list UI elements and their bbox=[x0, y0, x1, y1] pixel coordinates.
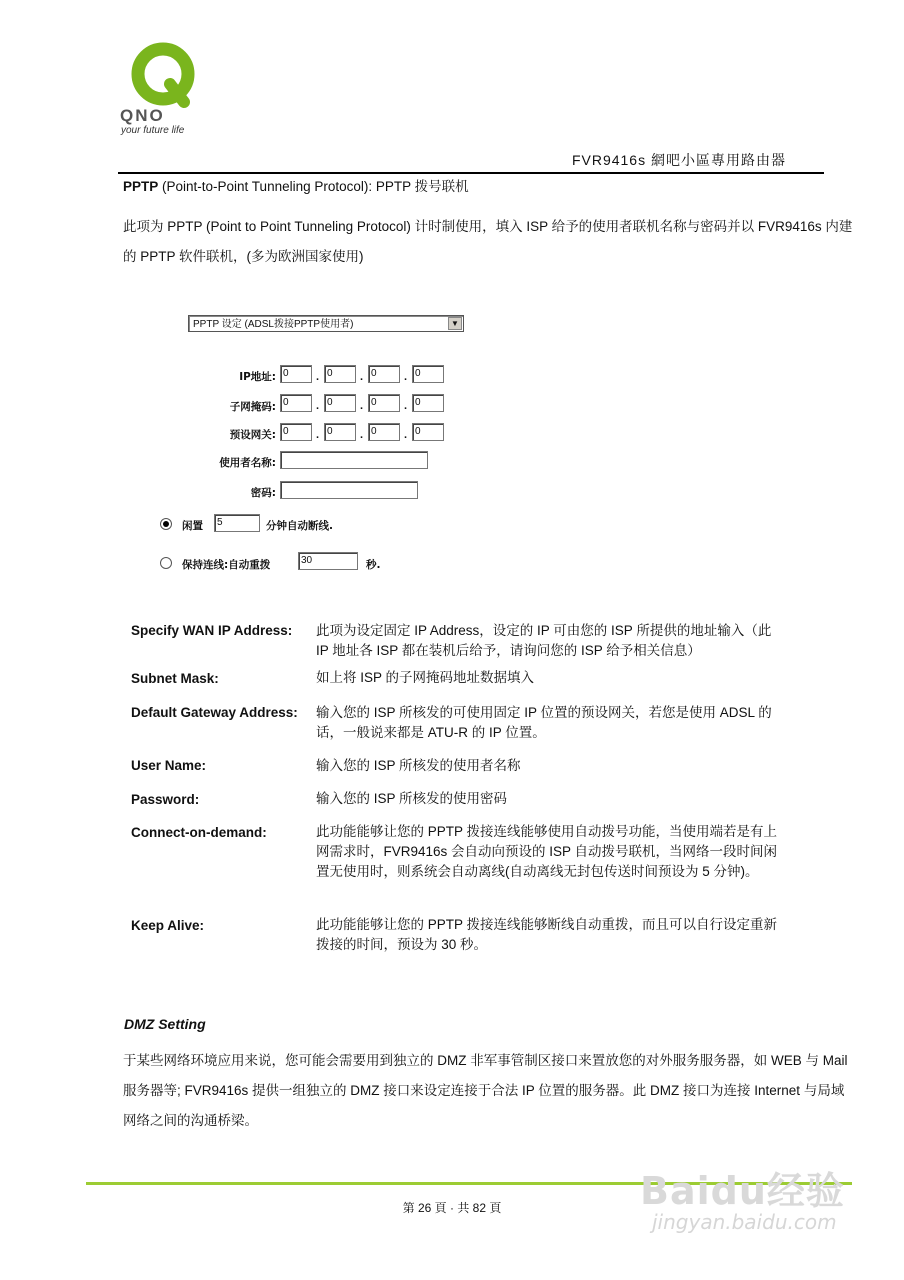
idle-minutes-input[interactable]: 5 bbox=[214, 514, 260, 532]
dot-separator: . bbox=[360, 400, 364, 412]
term-password: Password: bbox=[131, 792, 200, 807]
pptp-intro: 此项为 PPTP (Point to Point Tunneling Protocol) 计时制使用，填入 ISP 给予的使用者联机名称与密码并以 FVR9416s 内建的 PPTP 软件联机，(多为欧洲国家使用) bbox=[123, 219, 853, 264]
logo-tagline: your future life bbox=[121, 125, 185, 136]
pptp-heading-bold: PPTP bbox=[123, 179, 159, 194]
connect-on-demand-radio[interactable] bbox=[160, 518, 172, 530]
ip-octet-1[interactable]: 0 bbox=[280, 365, 312, 383]
idle-suffix: 分钟自动断线. bbox=[266, 520, 333, 532]
desc-connect-on-demand: 此功能能够让您的 PPTP 拨接连线能够使用自动拨号功能，当使用端若是有上网需求时，FVR9416s 会自动向预设的 ISP 自动拨号联机，当网络一段时间闲置无使用时，则系统会自动离线(自动离线无封包传送时间预设为 5 分钟)。 bbox=[316, 824, 778, 879]
dot-separator: . bbox=[404, 371, 408, 383]
keep-alive-seconds-input[interactable]: 30 bbox=[298, 552, 358, 570]
pptp-heading bbox=[123, 176, 469, 198]
idle-label: 闲置 bbox=[182, 520, 203, 532]
desc-subnet-mask: 如上将 ISP 的子网掩码地址数据填入 bbox=[316, 670, 535, 685]
logo-text: QNO bbox=[120, 106, 165, 125]
keep-alive-label: 保持连线:自动重拨 bbox=[182, 559, 271, 571]
baidu-watermark-logo: Baidu经验 bbox=[640, 1169, 845, 1213]
mask-octet-3[interactable]: 0 bbox=[368, 394, 400, 412]
dmz-body: 于某些网络环境应用来说，您可能会需要用到独立的 DMZ 非军事管制区接口来置放您的对外服务服务器，如 WEB 与 Mail 服务器等; FVR9416s 提供一组独立的 DMZ 接口来设定连接于合法 IP 位置的服务器。此 DMZ 接口为连接 Internet 与局域网络之间的沟通桥梁。 bbox=[123, 1053, 848, 1128]
password-label: 密码: bbox=[250, 487, 276, 499]
connection-type-select[interactable] bbox=[188, 315, 464, 332]
subnet-mask-label: 子网掩码: bbox=[229, 401, 276, 413]
dot-separator: . bbox=[404, 400, 408, 412]
chevron-down-icon[interactable]: ▼ bbox=[448, 317, 462, 330]
header-divider bbox=[118, 172, 824, 174]
pptp-heading-rest: (Point-to-Point Tunneling Protocol): PPTP 拨号联机 bbox=[158, 179, 469, 194]
gateway-label: 预设网关: bbox=[229, 429, 276, 441]
dot-separator: . bbox=[404, 429, 408, 441]
term-default-gateway: Default Gateway Address: bbox=[131, 705, 298, 720]
mask-octet-2[interactable]: 0 bbox=[324, 394, 356, 412]
ip-label: IP地址: bbox=[239, 371, 276, 383]
dot-separator: . bbox=[316, 400, 320, 412]
user-name-label: 使用者名称: bbox=[219, 457, 276, 469]
ip-octet-2[interactable]: 0 bbox=[324, 365, 356, 383]
term-user-name: User Name: bbox=[131, 758, 207, 773]
desc-default-gateway: 输入您的 ISP 所核发的可使用固定 IP 位置的预设网关，若您是使用 ADSL 的话，一般说来都是 ATU-R 的 IP 位置。 bbox=[316, 705, 772, 740]
term-keep-alive: Keep Alive: bbox=[131, 918, 205, 933]
dot-separator: . bbox=[316, 371, 320, 383]
pptp-settings-form bbox=[158, 305, 488, 585]
dot-separator: . bbox=[360, 371, 364, 383]
gateway-octet-4[interactable]: 0 bbox=[412, 423, 444, 441]
dmz-heading: DMZ Setting bbox=[124, 1016, 206, 1032]
desc-specify-wan-ip: 此项为设定固定 IP Address，设定的 IP 可由您的 ISP 所提供的地址输入（此 IP 地址各 ISP 都在装机后给予，请询问您的 ISP 给予相关信息） bbox=[316, 623, 772, 658]
password-input[interactable] bbox=[280, 481, 418, 499]
mask-octet-4[interactable]: 0 bbox=[412, 394, 444, 412]
gateway-octet-2[interactable]: 0 bbox=[324, 423, 356, 441]
baidu-watermark-url: jingyan.baidu.com bbox=[652, 1210, 837, 1234]
user-name-input[interactable] bbox=[280, 451, 428, 469]
keep-alive-radio[interactable] bbox=[160, 557, 172, 569]
mask-octet-1[interactable]: 0 bbox=[280, 394, 312, 412]
page-number: 第 26 頁 · 共 82 頁 bbox=[402, 1201, 502, 1215]
desc-password: 输入您的 ISP 所核发的使用密码 bbox=[316, 791, 508, 806]
dot-separator: . bbox=[360, 429, 364, 441]
ip-octet-3[interactable]: 0 bbox=[368, 365, 400, 383]
desc-keep-alive: 此功能能够让您的 PPTP 拨接连线能够断线自动重拨，而且可以自行设定重新拨接的时间，预设为 30 秒。 bbox=[316, 917, 778, 952]
header-title: FVR9416s 網吧小區專用路由器 bbox=[571, 152, 786, 168]
term-specify-wan-ip: Specify WAN IP Address: bbox=[131, 623, 293, 638]
keep-alive-suffix: 秒. bbox=[366, 559, 381, 571]
gateway-octet-3[interactable]: 0 bbox=[368, 423, 400, 441]
select-value: PPTP 设定 (ADSL拨接PPTP使用者) bbox=[193, 319, 354, 330]
desc-user-name: 输入您的 ISP 所核发的使用者名称 bbox=[316, 758, 521, 773]
ip-octet-4[interactable]: 0 bbox=[412, 365, 444, 383]
gateway-octet-1[interactable]: 0 bbox=[280, 423, 312, 441]
term-connect-on-demand: Connect-on-demand: bbox=[131, 825, 267, 840]
term-subnet-mask: Subnet Mask: bbox=[131, 671, 219, 686]
dot-separator: . bbox=[316, 429, 320, 441]
